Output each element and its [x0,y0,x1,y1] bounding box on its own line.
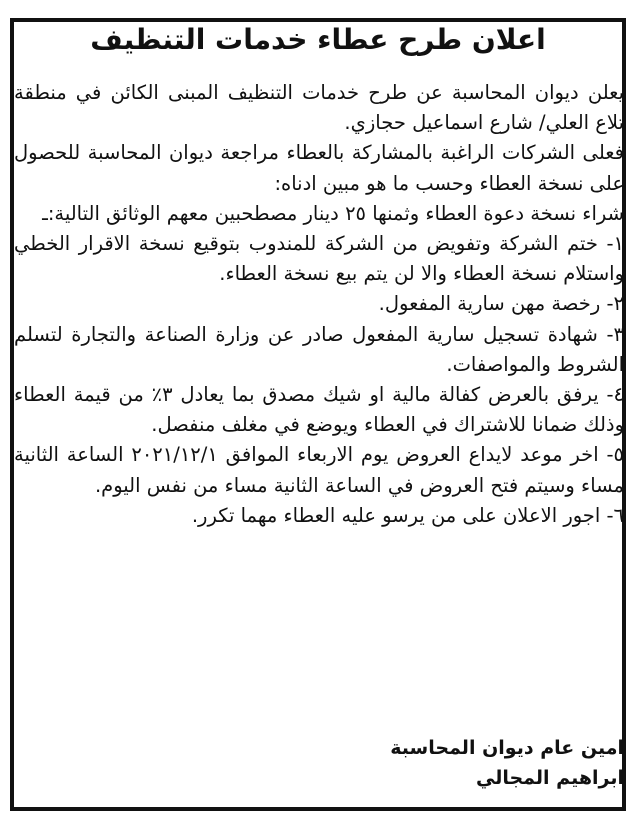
signature-name: ابراهيم المجالي [476,767,624,789]
announcement-title: اعلان طرح عطاء خدمات التنظيف [90,23,546,56]
announcement-body [14,78,624,531]
purchase-paragraph: شراء نسخة دعوة العطاء وثمنها ٢٥ دينار مصطحبين معهم الوثائق التالية:ـ [42,201,624,225]
requirement-item-1: ١- ختم الشركة وتفويض من الشركة للمندوب بتوقيع نسخة الاقرار الخطي واستلام نسخة العطاء والا لن يتم بيع نسخة العطاء. [14,232,624,286]
intro-paragraph: يعلن ديوان المحاسبة عن طرح خدمات التنظيف المبنى الكائن في منطقة تلاع العلي/ شارع اسماعيل حجازي. [14,81,624,135]
requirement-item-5: ٥- اخر موعد لايداع العروض يوم الاربعاء الموافق ٢٠٢١/١٢/١ الساعة الثانية مساء وسيتم فتح العروض في الساعة الثانية مساء من نفس اليوم. [14,443,624,497]
requirement-item-6: ٦- اجور الاعلان على من يرسو عليه العطاء مهما تكرر. [191,503,624,527]
instructions-paragraph: فعلى الشركات الراغبة بالمشاركة بالعطاء مراجعة ديوان المحاسبة للحصول على نسخة العطاء وحسب ما هو مبين ادناه: [14,141,624,195]
signature-position: امين عام ديوان المحاسبة [390,737,624,759]
requirement-item-2: ٢- رخصة مهن سارية المفعول. [378,292,624,316]
requirement-item-3: ٣- شهادة تسجيل سارية المفعول صادر عن وزارة الصناعة والتجارة لتسلم الشروط والمواصفات. [14,322,624,376]
requirement-item-4: ٤- يرفق بالعرض كفالة مالية او شيك مصدق بما يعادل ٣٪ من قيمة العطاء وذلك ضمانا للاشتراك في العطاء ويوضع في مغلف منفصل. [14,383,624,437]
